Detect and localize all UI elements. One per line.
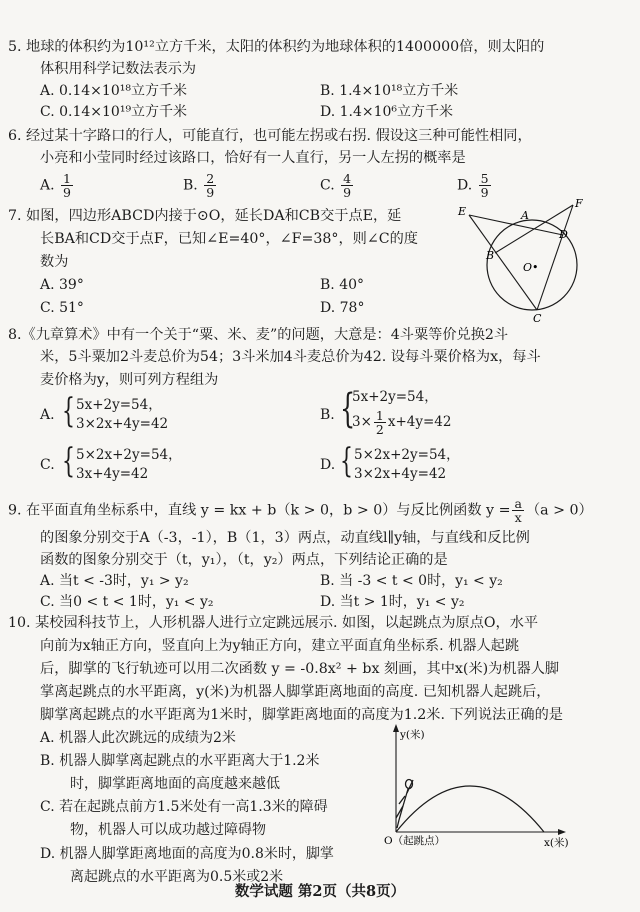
numerator: 4 [343, 171, 352, 186]
q9-line-1-text: 9. 在平面直角坐标系中，直线 y = kx + b（k > 0，b > 0）与反比例函数 y = [8, 502, 511, 519]
q8-option-c-system [76, 446, 182, 484]
equation: 3x+4y=42 [76, 466, 149, 482]
trajectory-curve [396, 786, 544, 832]
q9-option-a: A. 当t < -3时，y₁ > y₂ [40, 573, 189, 589]
label-c: C [533, 312, 542, 323]
q9-fraction [512, 497, 523, 524]
q10-option-c-line-2: 物，机器人可以成功越过障碍物 [70, 822, 266, 838]
denominator: x [514, 510, 522, 525]
brace-icon: { [340, 441, 353, 481]
q7-option-b: B. 40° [320, 277, 365, 293]
q8-line-2: 米，5斗粟加2斗麦总价为54；3斗米加4斗麦总价为42. 设每斗粟价格为x，每斗 [40, 349, 541, 365]
q7-option-a: A. 39° [40, 277, 84, 293]
q6-line-2: 小亮和小莹同时经过该路口，恰好有一人直行，另一人左拐的概率是 [40, 150, 466, 166]
q7-line-3: 数为 [40, 254, 69, 270]
q7-option-c: C. 51° [40, 300, 84, 316]
denominator: 9 [63, 185, 71, 200]
q10-line-4: 掌离起跳点的水平距离，y(米)为机器人脚掌距离地面的高度. 已知机器人起跳后， [40, 684, 551, 700]
q6-option-a-fraction [61, 172, 73, 199]
label-o: O• [523, 261, 539, 274]
q10-option-c-line-1: C. 若在起跳点前方1.5米处有一高1.3米的障碍 [40, 799, 328, 815]
q8-line-3: 麦价格为y，则可列方程组为 [40, 372, 219, 388]
q6-option-a-label: A. [40, 177, 55, 194]
q7-line-1: 7. 如图，四边形ABCD内接于⊙O，延长DA和CB交于点E，延 [8, 208, 402, 224]
q9-line-1 [8, 497, 593, 524]
q10-trajectory-graph [372, 720, 572, 850]
equation: 5x+2y=54， [352, 389, 438, 405]
q6-option-d-label: D. [457, 177, 473, 194]
q10-option-a: A. 机器人此次跳远的成绩为2米 [40, 730, 236, 746]
q8-option-d-label: D. [320, 457, 336, 473]
numerator: 5 [480, 171, 489, 186]
q10-option-b-line-2: 时，脚掌距离地面的高度越来越低 [70, 776, 280, 792]
origin-label: O（起跳点） [384, 835, 446, 847]
fraction [374, 409, 386, 436]
q6-option-c-fraction [341, 172, 353, 199]
q9-option-b: B. 当 -3 < t < 0时，y₁ < y₂ [320, 573, 503, 589]
label-d: D [559, 228, 568, 241]
q6-line-1: 6. 经过某十字路口的行人，可能直行，也可能左拐或右拐. 假设这三种可能性相同， [8, 128, 532, 144]
q6-option-b-fraction [204, 172, 216, 199]
q9-line-2: 的图象分别交于A（-3，-1），B（1，3）两点，动直线l∥y轴，与直线和反比例 [40, 530, 530, 546]
q10-line-5: 脚掌离起跳点的水平距离为1米时，脚掌距离地面的高度为1.2米. 下列说法正确的是 [40, 707, 563, 723]
robot-icon [396, 780, 413, 829]
numerator: 2 [206, 171, 215, 186]
q10-option-b-line-1: B. 机器人脚掌离起跳点的水平距离大于1.2米 [40, 753, 320, 769]
equation: 5×2x+2y=54， [76, 447, 182, 463]
label-b: B [486, 249, 495, 262]
q6-option-b [183, 172, 218, 199]
equation-part: x+4y=42 [387, 414, 452, 430]
q8-option-a-system [76, 396, 168, 434]
q8-option-d-system [354, 446, 460, 484]
y-axis-label: y(米) [400, 729, 425, 741]
denominator: 2 [375, 422, 384, 437]
q7-line-2: 长BA和CD交于点F，已知∠E=40°，∠F=38°，则∠C的度 [40, 231, 418, 247]
q9-option-c: C. 当0 < t < 1时，y₁ < y₂ [40, 594, 214, 610]
q7-option-d: D. 78° [320, 300, 365, 316]
equation-part: 3× [352, 414, 372, 430]
line-ed [469, 215, 563, 235]
denominator: 9 [206, 185, 215, 200]
page-footer: 数学试题 第2页（共8页） [234, 883, 406, 900]
numerator: 1 [63, 171, 71, 186]
brace-icon: { [340, 386, 356, 432]
q5-option-c: C. 0.14×10¹⁹立方千米 [40, 104, 188, 120]
q10-option-d-line-1: D. 机器人脚掌距离地面的高度为0.8米时，脚掌 [40, 846, 334, 862]
q8-option-b-system [352, 388, 452, 436]
x-axis-label: x(米) [544, 837, 569, 849]
q6-option-a [40, 172, 75, 199]
brace-icon: { [62, 391, 75, 431]
q9-line-1-tail: （a > 0） [525, 502, 593, 519]
q5-option-d: D. 1.4×10⁶立方千米 [320, 104, 454, 120]
equation: 5x+2y=54， [76, 397, 162, 413]
q8-line-1: 8.《九章算术》中有一个关于“粟、米、麦”的问题，大意是：4斗粟等价兑换2斗 [8, 327, 509, 343]
equation [352, 409, 452, 436]
q10-line-2: 向前为x轴正方向，竖直向上为y轴正方向，建立平面直角坐标系. 机器人起跳 [40, 638, 520, 654]
q6-option-c [320, 172, 355, 199]
q6-option-c-label: C. [320, 177, 335, 194]
q5-option-b: B. 1.4×10¹⁸立方千米 [320, 83, 459, 99]
x-axis-arrow-icon [558, 829, 566, 835]
q10-line-3: 后，脚掌的飞行轨迹可以用二次函数 y = -0.8x² + bx 刻画，其中x(米)为机器人脚 [40, 661, 560, 677]
q5-line-2: 体积用科学记数法表示为 [40, 61, 197, 77]
q9-option-d: D. 当t > 1时，y₁ < y₂ [320, 594, 465, 610]
equation: 5×2x+2y=54， [354, 447, 460, 463]
q5-option-a: A. 0.14×10¹⁸立方千米 [40, 83, 187, 99]
q6-option-b-label: B. [183, 177, 198, 194]
q8-option-a-label: A. [40, 407, 55, 423]
q8-option-c-label: C. [40, 457, 55, 473]
q10-line-1: 10. 某校园科技节上，人形机器人进行立定跳远展示. 如图，以起跳点为原点O，水平 [8, 615, 539, 631]
numerator: 1 [375, 408, 384, 423]
brace-icon: { [62, 441, 75, 481]
q7-circle-figure [455, 195, 585, 323]
equation: 3×2x+4y=42 [76, 416, 169, 432]
equation: 3×2x+4y=42 [354, 466, 447, 482]
denominator: 9 [343, 185, 352, 200]
q8-option-b-label: B. [320, 407, 335, 423]
denominator: 9 [480, 185, 489, 200]
y-axis-arrow-icon [393, 724, 399, 732]
q5-line-1: 5. 地球的体积约为10¹²立方千米，太阳的体积约为地球体积的1400000倍，则太阳的 [8, 39, 545, 55]
label-f: F [575, 197, 583, 210]
numerator: a [514, 496, 522, 511]
q9-line-3: 函数的图象分别交于（t，y₁），（t，y₂）两点，下列结论正确的是 [40, 552, 448, 568]
label-e: E [458, 205, 467, 218]
label-a: A [521, 209, 529, 222]
q10-option-d-line-2: 离起跳点的水平距离为0.5米或2米 [70, 869, 284, 885]
